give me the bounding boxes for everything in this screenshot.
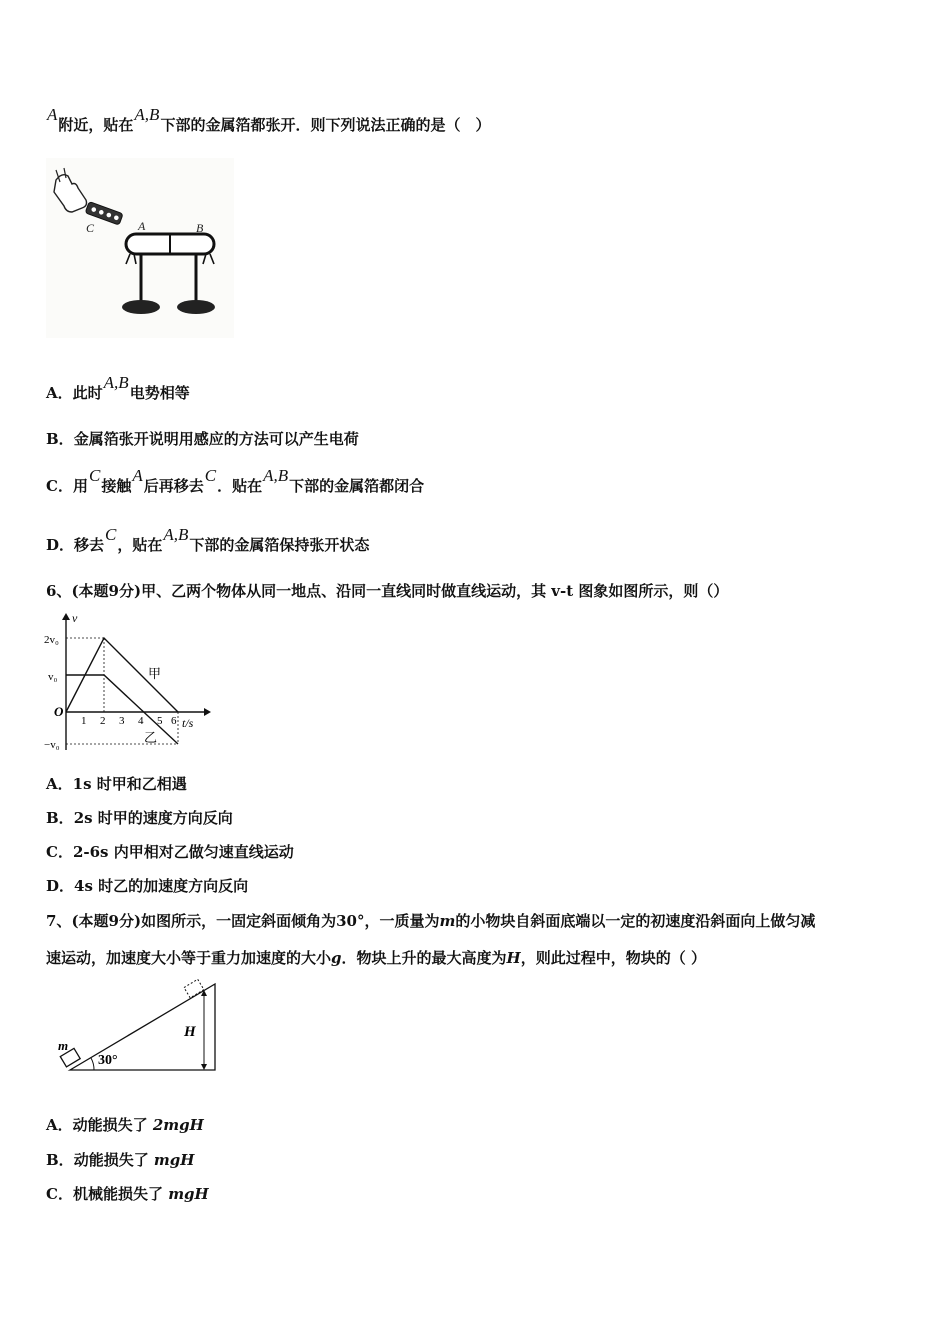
x-tick-5: 5 <box>157 715 163 727</box>
q5-stem-part1: 附近，贴在 <box>58 116 134 134</box>
q5-stem-var-ab: A,B <box>134 105 160 124</box>
block-top-dashed <box>184 979 204 998</box>
q6-option-b[interactable]: B．2s 时甲的速度方向反向 <box>46 809 233 827</box>
height-label: H <box>184 1024 196 1040</box>
q5-stem-var-a: A <box>47 105 58 124</box>
label-yi: 乙 <box>144 731 158 746</box>
angle-label: 30° <box>98 1053 118 1068</box>
q5-option-d[interactable]: D．移去C，贴在A,B下部的金属箔保持张开状态 <box>46 525 370 554</box>
x-tick-3: 3 <box>119 715 125 727</box>
q5-figure-electroscope <box>46 158 234 338</box>
q6-stem: 6、(本题9分)甲、乙两个物体从同一地点、沿同一直线同时做直线运动，其 v-t 图象如图所示，则（） <box>46 582 729 600</box>
y-label-v0: v₀ <box>48 671 58 683</box>
y-label-neg-v0: −v₀ <box>44 739 60 751</box>
q6-option-c[interactable]: C．2-6s 内甲相对乙做匀速直线运动 <box>46 843 294 861</box>
q5-option-c[interactable]: C．用C接触A后再移去C．贴在A,B下部的金属箔都闭合 <box>46 466 425 495</box>
q6-vt-graph <box>44 612 214 754</box>
q6-option-d[interactable]: D．4s 时乙的加速度方向反向 <box>46 877 249 895</box>
q5-option-b[interactable]: B．金属箔张开说明用感应的方法可以产生电荷 <box>46 430 359 448</box>
label-b: B <box>196 221 204 235</box>
y-label-2v0: 2v₀ <box>44 634 59 646</box>
label-c: C <box>86 221 95 235</box>
mass-label: m <box>58 1038 69 1053</box>
q7-option-a[interactable]: A．动能损失了 2mgH <box>46 1116 204 1134</box>
q5-stem-part2: 下部的金属箔都张开．则下列说法正确的是（ ） <box>160 116 491 134</box>
origin-label: O <box>54 704 64 719</box>
x-tick-6: 6 <box>171 715 177 727</box>
x-tick-2: 2 <box>100 715 106 727</box>
q7-option-b[interactable]: B．动能损失了 mgH <box>46 1151 195 1169</box>
q7-option-c[interactable]: C．机械能损失了 mgH <box>46 1185 209 1203</box>
q7-stem-line2: 速运动，加速度大小等于重力加速度的大小g．物块上升的最大高度为H，则此过程中，物块的（ ） <box>46 949 706 967</box>
axis-t-label: t/s <box>182 716 194 730</box>
x-tick-1: 1 <box>81 715 87 727</box>
x-tick-4: 4 <box>138 715 144 727</box>
q5-stem <box>46 105 491 135</box>
label-a: A <box>138 219 146 233</box>
q5-option-a[interactable]: A．此时A,B电势相等 <box>46 373 190 402</box>
axis-v-label: v <box>72 612 78 625</box>
q6-option-a[interactable]: A．1s 时甲和乙相遇 <box>46 775 187 793</box>
q7-incline-figure <box>50 978 225 1076</box>
label-jia: 甲 <box>148 667 162 682</box>
series-yi <box>66 675 178 744</box>
q7-stem-line1: 7、(本题9分)如图所示，一固定斜面倾角为30°，一质量为m的小物块自斜面底端以一定的初速度沿斜面向上做匀减 <box>46 912 816 930</box>
